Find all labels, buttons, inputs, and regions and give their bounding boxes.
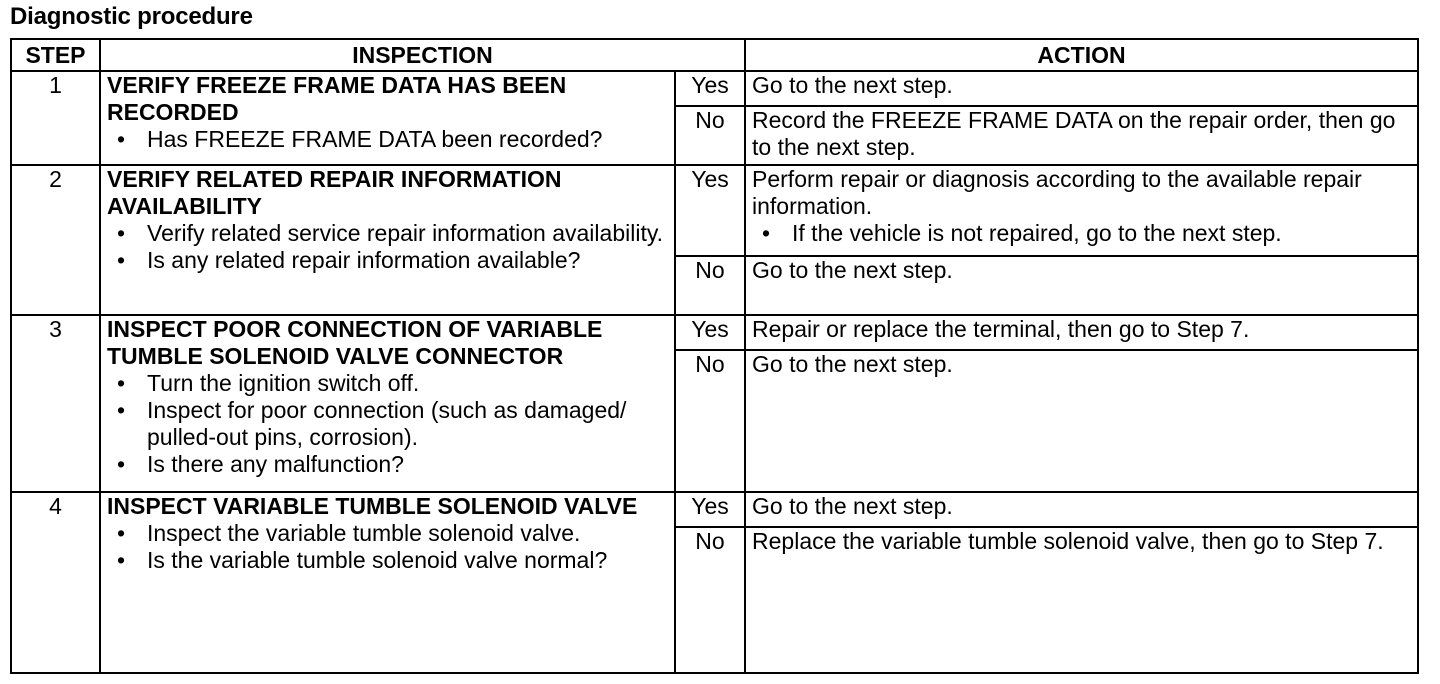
yes-action-text: Perform repair or diagnosis according to the available repair information. — [752, 166, 1362, 219]
step-inspection — [100, 71, 675, 165]
no-label: No — [675, 106, 745, 165]
no-label: No — [675, 256, 745, 315]
inspection-bullets — [107, 126, 668, 153]
step-inspection — [100, 165, 675, 315]
yes-action: Repair or replace the terminal, then go to Step 7. — [745, 315, 1418, 350]
step-number: 1 — [11, 71, 100, 165]
no-action: Replace the variable tumble solenoid valve, then go to Step 7. — [745, 527, 1418, 673]
step-4-yes-row — [11, 492, 1418, 527]
yes-label: Yes — [675, 71, 745, 106]
inspection-bullet: • Inspect the variable tumble solenoid valve. — [147, 520, 668, 547]
step-number: 2 — [11, 165, 100, 315]
step-heading: INSPECT VARIABLE TUMBLE SOLENOID VALVE — [107, 493, 638, 519]
inspection-bullet: • Has FREEZE FRAME DATA been recorded? — [147, 126, 668, 153]
step-inspection — [100, 315, 675, 492]
step-2-yes-row — [11, 165, 1418, 256]
step-inspection — [100, 492, 675, 673]
inspection-bullet: • Inspect for poor connection (such as damaged/ pulled-out pins, corrosion). — [147, 397, 668, 451]
header-step: STEP — [11, 39, 100, 71]
yes-label: Yes — [675, 165, 745, 256]
no-label: No — [675, 350, 745, 492]
inspection-bullets — [107, 520, 668, 574]
yes-label: Yes — [675, 315, 745, 350]
step-3-yes-row — [11, 315, 1418, 350]
inspection-bullet: • Turn the ignition switch off. — [147, 370, 668, 397]
inspection-bullet: • Is the variable tumble solenoid valve normal? — [147, 547, 668, 574]
inspection-bullet: • Is any related repair information available? — [147, 247, 668, 274]
inspection-bullet: • Verify related service repair information availability. — [147, 220, 668, 247]
step-number: 3 — [11, 315, 100, 492]
step-1-yes-row — [11, 71, 1418, 106]
diagnostic-table — [10, 38, 1419, 674]
no-label: No — [675, 527, 745, 673]
yes-action: Go to the next step. — [745, 71, 1418, 106]
step-heading: INSPECT POOR CONNECTION OF VARIABLE TUMBLE SOLENOID VALVE CONNECTOR — [107, 316, 603, 369]
inspection-bullets — [107, 370, 668, 478]
step-number: 4 — [11, 492, 100, 673]
no-action: Go to the next step. — [745, 256, 1418, 315]
step-heading: VERIFY FREEZE FRAME DATA HAS BEEN RECORDED — [107, 72, 567, 125]
inspection-bullet: • Is there any malfunction? — [147, 451, 668, 478]
no-action: Go to the next step. — [745, 350, 1418, 492]
page-title: Diagnostic procedure — [10, 3, 253, 30]
yes-label: Yes — [675, 492, 745, 527]
no-action: Record the FREEZE FRAME DATA on the repair order, then go to the next step. — [745, 106, 1418, 165]
yes-action — [745, 165, 1418, 256]
header-row — [11, 39, 1418, 71]
action-bullet: • If the vehicle is not repaired, go to the next step. — [792, 220, 1411, 247]
yes-action: Go to the next step. — [745, 492, 1418, 527]
step-heading: VERIFY RELATED REPAIR INFORMATION AVAILABILITY — [107, 166, 562, 219]
header-action: ACTION — [745, 39, 1418, 71]
header-inspection: INSPECTION — [100, 39, 745, 71]
action-bullets — [752, 220, 1411, 247]
inspection-bullets — [107, 220, 668, 274]
